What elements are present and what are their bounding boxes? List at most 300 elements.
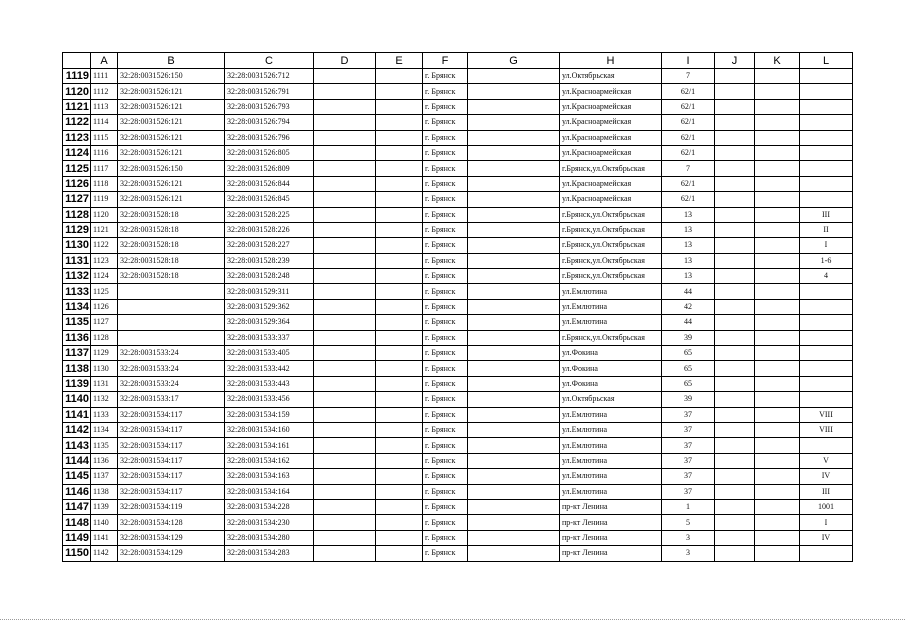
cell-c[interactable]: 32:28:0031526:791: [225, 84, 314, 99]
cell-k[interactable]: [755, 115, 800, 130]
cell-j[interactable]: [715, 115, 755, 130]
cell-l[interactable]: [800, 192, 853, 207]
cell-c[interactable]: 32:28:0031526:794: [225, 115, 314, 130]
cell-d[interactable]: [314, 222, 376, 237]
cell-e[interactable]: [376, 145, 423, 160]
cell-f[interactable]: г. Брянск: [423, 253, 468, 268]
cell-j[interactable]: [715, 515, 755, 530]
cell-j[interactable]: [715, 330, 755, 345]
cell-c[interactable]: 32:28:0031528:239: [225, 253, 314, 268]
cell-g[interactable]: [468, 392, 560, 407]
cell-l[interactable]: III: [800, 207, 853, 222]
cell-d[interactable]: [314, 299, 376, 314]
cell-g[interactable]: [468, 84, 560, 99]
cell-i[interactable]: 44: [662, 284, 715, 299]
cell-a[interactable]: 1135: [91, 438, 118, 453]
row-number[interactable]: 1127: [63, 192, 91, 207]
cell-l[interactable]: [800, 145, 853, 160]
cell-a[interactable]: 1137: [91, 469, 118, 484]
cell-b[interactable]: [118, 330, 225, 345]
cell-f[interactable]: г. Брянск: [423, 176, 468, 191]
cell-f[interactable]: г. Брянск: [423, 145, 468, 160]
cell-i[interactable]: 13: [662, 253, 715, 268]
cell-e[interactable]: [376, 192, 423, 207]
cell-k[interactable]: [755, 269, 800, 284]
cell-f[interactable]: г. Брянск: [423, 392, 468, 407]
row-number[interactable]: 1136: [63, 330, 91, 345]
cell-f[interactable]: г. Брянск: [423, 453, 468, 468]
cell-l[interactable]: [800, 69, 853, 84]
cell-c[interactable]: 32:28:0031528:225: [225, 207, 314, 222]
cell-k[interactable]: [755, 84, 800, 99]
cell-i[interactable]: 5: [662, 515, 715, 530]
cell-i[interactable]: 62/1: [662, 99, 715, 114]
cell-h[interactable]: ул.Красноармейская: [560, 115, 662, 130]
cell-i[interactable]: 37: [662, 453, 715, 468]
row-number[interactable]: 1129: [63, 222, 91, 237]
cell-c[interactable]: 32:28:0031534:160: [225, 422, 314, 437]
column-header-f[interactable]: F: [423, 53, 468, 69]
cell-c[interactable]: 32:28:0031526:845: [225, 192, 314, 207]
cell-j[interactable]: [715, 222, 755, 237]
cell-b[interactable]: 32:28:0031526:150: [118, 161, 225, 176]
cell-g[interactable]: [468, 315, 560, 330]
cell-l[interactable]: IV: [800, 530, 853, 545]
cell-d[interactable]: [314, 315, 376, 330]
cell-g[interactable]: [468, 253, 560, 268]
cell-a[interactable]: 1139: [91, 499, 118, 514]
cell-h[interactable]: ул.Красноармейская: [560, 192, 662, 207]
cell-c[interactable]: 32:28:0031534:164: [225, 484, 314, 499]
cell-e[interactable]: [376, 499, 423, 514]
cell-j[interactable]: [715, 315, 755, 330]
cell-e[interactable]: [376, 99, 423, 114]
cell-g[interactable]: [468, 515, 560, 530]
cell-h[interactable]: пр-кт Ленина: [560, 515, 662, 530]
cell-l[interactable]: 1-6: [800, 253, 853, 268]
cell-b[interactable]: 32:28:0031533:24: [118, 346, 225, 361]
cell-d[interactable]: [314, 269, 376, 284]
cell-c[interactable]: 32:28:0031528:227: [225, 238, 314, 253]
cell-c[interactable]: 32:28:0031533:456: [225, 392, 314, 407]
cell-b[interactable]: 32:28:0031526:121: [118, 99, 225, 114]
cell-b[interactable]: [118, 315, 225, 330]
cell-j[interactable]: [715, 499, 755, 514]
row-number[interactable]: 1135: [63, 315, 91, 330]
row-number[interactable]: 1128: [63, 207, 91, 222]
cell-l[interactable]: [800, 376, 853, 391]
cell-f[interactable]: г. Брянск: [423, 207, 468, 222]
cell-e[interactable]: [376, 438, 423, 453]
cell-b[interactable]: 32:28:0031534:117: [118, 422, 225, 437]
cell-f[interactable]: г. Брянск: [423, 546, 468, 561]
cell-l[interactable]: VIII: [800, 422, 853, 437]
cell-a[interactable]: 1140: [91, 515, 118, 530]
cell-h[interactable]: ул.Емлютина: [560, 315, 662, 330]
cell-f[interactable]: г. Брянск: [423, 84, 468, 99]
cell-i[interactable]: 65: [662, 361, 715, 376]
cell-g[interactable]: [468, 546, 560, 561]
cell-b[interactable]: 32:28:0031526:121: [118, 176, 225, 191]
cell-d[interactable]: [314, 161, 376, 176]
cell-l[interactable]: [800, 392, 853, 407]
cell-b[interactable]: 32:28:0031534:117: [118, 438, 225, 453]
cell-d[interactable]: [314, 99, 376, 114]
cell-a[interactable]: 1120: [91, 207, 118, 222]
column-header-l[interactable]: L: [800, 53, 853, 69]
cell-b[interactable]: [118, 299, 225, 314]
cell-l[interactable]: [800, 176, 853, 191]
cell-b[interactable]: 32:28:0031526:121: [118, 145, 225, 160]
cell-h[interactable]: ул.Красноармейская: [560, 176, 662, 191]
cell-d[interactable]: [314, 346, 376, 361]
cell-h[interactable]: ул.Красноармейская: [560, 99, 662, 114]
cell-c[interactable]: 32:28:0031528:248: [225, 269, 314, 284]
cell-c[interactable]: 32:28:0031534:228: [225, 499, 314, 514]
cell-d[interactable]: [314, 115, 376, 130]
cell-e[interactable]: [376, 253, 423, 268]
cell-c[interactable]: 32:28:0031526:796: [225, 130, 314, 145]
cell-g[interactable]: [468, 145, 560, 160]
cell-g[interactable]: [468, 115, 560, 130]
cell-f[interactable]: г. Брянск: [423, 315, 468, 330]
cell-a[interactable]: 1122: [91, 238, 118, 253]
cell-a[interactable]: 1136: [91, 453, 118, 468]
cell-e[interactable]: [376, 176, 423, 191]
cell-k[interactable]: [755, 284, 800, 299]
cell-l[interactable]: [800, 346, 853, 361]
cell-j[interactable]: [715, 253, 755, 268]
cell-j[interactable]: [715, 284, 755, 299]
cell-a[interactable]: 1131: [91, 376, 118, 391]
cell-f[interactable]: г. Брянск: [423, 499, 468, 514]
cell-f[interactable]: г. Брянск: [423, 284, 468, 299]
cell-i[interactable]: 13: [662, 207, 715, 222]
cell-b[interactable]: 32:28:0031533:17: [118, 392, 225, 407]
cell-b[interactable]: 32:28:0031528:18: [118, 238, 225, 253]
cell-g[interactable]: [468, 330, 560, 345]
cell-h[interactable]: ул.Красноармейская: [560, 130, 662, 145]
cell-b[interactable]: 32:28:0031534:117: [118, 453, 225, 468]
cell-d[interactable]: [314, 207, 376, 222]
cell-e[interactable]: [376, 84, 423, 99]
cell-g[interactable]: [468, 422, 560, 437]
cell-e[interactable]: [376, 330, 423, 345]
cell-i[interactable]: 13: [662, 238, 715, 253]
cell-a[interactable]: 1114: [91, 115, 118, 130]
row-number[interactable]: 1138: [63, 361, 91, 376]
cell-e[interactable]: [376, 530, 423, 545]
cell-b[interactable]: 32:28:0031526:121: [118, 115, 225, 130]
cell-l[interactable]: [800, 546, 853, 561]
cell-i[interactable]: 37: [662, 484, 715, 499]
cell-c[interactable]: 32:28:0031533:442: [225, 361, 314, 376]
cell-a[interactable]: 1117: [91, 161, 118, 176]
cell-d[interactable]: [314, 546, 376, 561]
cell-f[interactable]: г. Брянск: [423, 376, 468, 391]
cell-b[interactable]: 32:28:0031528:18: [118, 269, 225, 284]
corner-cell[interactable]: [63, 53, 91, 69]
cell-h[interactable]: г.Брянск,ул.Октябрьская: [560, 330, 662, 345]
cell-d[interactable]: [314, 407, 376, 422]
cell-h[interactable]: ул.Фокина: [560, 376, 662, 391]
cell-h[interactable]: г.Брянск,ул.Октябрьская: [560, 207, 662, 222]
cell-i[interactable]: 62/1: [662, 192, 715, 207]
cell-d[interactable]: [314, 469, 376, 484]
row-number[interactable]: 1150: [63, 546, 91, 561]
cell-j[interactable]: [715, 130, 755, 145]
cell-l[interactable]: [800, 361, 853, 376]
cell-f[interactable]: г. Брянск: [423, 161, 468, 176]
cell-l[interactable]: 1001: [800, 499, 853, 514]
cell-i[interactable]: 37: [662, 407, 715, 422]
cell-k[interactable]: [755, 422, 800, 437]
cell-f[interactable]: г. Брянск: [423, 222, 468, 237]
cell-b[interactable]: 32:28:0031526:121: [118, 192, 225, 207]
cell-j[interactable]: [715, 530, 755, 545]
cell-l[interactable]: V: [800, 453, 853, 468]
cell-b[interactable]: 32:28:0031526:150: [118, 69, 225, 84]
cell-a[interactable]: 1116: [91, 145, 118, 160]
cell-h[interactable]: ул.Емлютина: [560, 299, 662, 314]
cell-e[interactable]: [376, 407, 423, 422]
cell-g[interactable]: [468, 284, 560, 299]
cell-g[interactable]: [468, 484, 560, 499]
cell-a[interactable]: 1125: [91, 284, 118, 299]
cell-a[interactable]: 1128: [91, 330, 118, 345]
row-number[interactable]: 1122: [63, 115, 91, 130]
cell-g[interactable]: [468, 269, 560, 284]
column-header-d[interactable]: D: [314, 53, 376, 69]
cell-h[interactable]: г.Брянск,ул.Октябрьская: [560, 253, 662, 268]
cell-b[interactable]: 32:28:0031533:24: [118, 361, 225, 376]
row-number[interactable]: 1120: [63, 84, 91, 99]
cell-b[interactable]: 32:28:0031528:18: [118, 222, 225, 237]
cell-e[interactable]: [376, 453, 423, 468]
row-number[interactable]: 1132: [63, 269, 91, 284]
cell-a[interactable]: 1121: [91, 222, 118, 237]
cell-j[interactable]: [715, 176, 755, 191]
cell-d[interactable]: [314, 376, 376, 391]
cell-k[interactable]: [755, 407, 800, 422]
cell-h[interactable]: ул.Емлютина: [560, 469, 662, 484]
cell-i[interactable]: 62/1: [662, 84, 715, 99]
cell-g[interactable]: [468, 361, 560, 376]
cell-b[interactable]: 32:28:0031526:121: [118, 130, 225, 145]
cell-k[interactable]: [755, 207, 800, 222]
cell-b[interactable]: 32:28:0031534:117: [118, 484, 225, 499]
row-number[interactable]: 1140: [63, 392, 91, 407]
cell-e[interactable]: [376, 392, 423, 407]
cell-k[interactable]: [755, 515, 800, 530]
cell-g[interactable]: [468, 346, 560, 361]
cell-c[interactable]: 32:28:0031533:337: [225, 330, 314, 345]
cell-d[interactable]: [314, 69, 376, 84]
cell-l[interactable]: I: [800, 515, 853, 530]
cell-d[interactable]: [314, 453, 376, 468]
cell-k[interactable]: [755, 192, 800, 207]
cell-d[interactable]: [314, 438, 376, 453]
cell-h[interactable]: ул.Емлютина: [560, 484, 662, 499]
cell-h[interactable]: г.Брянск,ул.Октябрьская: [560, 161, 662, 176]
cell-j[interactable]: [715, 407, 755, 422]
cell-l[interactable]: [800, 299, 853, 314]
cell-a[interactable]: 1112: [91, 84, 118, 99]
cell-d[interactable]: [314, 176, 376, 191]
row-number[interactable]: 1130: [63, 238, 91, 253]
cell-e[interactable]: [376, 207, 423, 222]
cell-i[interactable]: 7: [662, 161, 715, 176]
row-number[interactable]: 1131: [63, 253, 91, 268]
cell-i[interactable]: 37: [662, 422, 715, 437]
cell-g[interactable]: [468, 222, 560, 237]
cell-l[interactable]: [800, 438, 853, 453]
cell-g[interactable]: [468, 453, 560, 468]
cell-i[interactable]: 3: [662, 530, 715, 545]
cell-h[interactable]: ул.Фокина: [560, 361, 662, 376]
cell-h[interactable]: ул.Емлютина: [560, 407, 662, 422]
cell-f[interactable]: г. Брянск: [423, 115, 468, 130]
cell-g[interactable]: [468, 161, 560, 176]
cell-k[interactable]: [755, 376, 800, 391]
cell-d[interactable]: [314, 192, 376, 207]
cell-a[interactable]: 1123: [91, 253, 118, 268]
cell-e[interactable]: [376, 376, 423, 391]
cell-i[interactable]: 62/1: [662, 145, 715, 160]
cell-i[interactable]: 1: [662, 499, 715, 514]
cell-i[interactable]: 42: [662, 299, 715, 314]
cell-h[interactable]: ул.Фокина: [560, 346, 662, 361]
cell-d[interactable]: [314, 284, 376, 299]
cell-j[interactable]: [715, 546, 755, 561]
cell-l[interactable]: [800, 130, 853, 145]
cell-a[interactable]: 1141: [91, 530, 118, 545]
cell-g[interactable]: [468, 499, 560, 514]
cell-j[interactable]: [715, 392, 755, 407]
row-number[interactable]: 1143: [63, 438, 91, 453]
cell-h[interactable]: пр-кт Ленина: [560, 499, 662, 514]
cell-g[interactable]: [468, 99, 560, 114]
cell-a[interactable]: 1142: [91, 546, 118, 561]
cell-c[interactable]: 32:28:0031526:809: [225, 161, 314, 176]
cell-a[interactable]: 1115: [91, 130, 118, 145]
column-header-h[interactable]: H: [560, 53, 662, 69]
cell-f[interactable]: г. Брянск: [423, 69, 468, 84]
cell-f[interactable]: г. Брянск: [423, 130, 468, 145]
cell-k[interactable]: [755, 453, 800, 468]
cell-k[interactable]: [755, 530, 800, 545]
cell-e[interactable]: [376, 346, 423, 361]
cell-i[interactable]: 37: [662, 469, 715, 484]
cell-g[interactable]: [468, 376, 560, 391]
cell-j[interactable]: [715, 376, 755, 391]
cell-h[interactable]: пр-кт Ленина: [560, 530, 662, 545]
cell-d[interactable]: [314, 253, 376, 268]
cell-e[interactable]: [376, 299, 423, 314]
cell-f[interactable]: г. Брянск: [423, 515, 468, 530]
cell-j[interactable]: [715, 438, 755, 453]
cell-g[interactable]: [468, 407, 560, 422]
cell-d[interactable]: [314, 130, 376, 145]
cell-k[interactable]: [755, 69, 800, 84]
cell-f[interactable]: г. Брянск: [423, 299, 468, 314]
cell-k[interactable]: [755, 484, 800, 499]
cell-h[interactable]: ул.Октябрьская: [560, 392, 662, 407]
cell-d[interactable]: [314, 84, 376, 99]
cell-g[interactable]: [468, 238, 560, 253]
cell-j[interactable]: [715, 69, 755, 84]
cell-l[interactable]: IV: [800, 469, 853, 484]
cell-i[interactable]: 62/1: [662, 115, 715, 130]
cell-j[interactable]: [715, 361, 755, 376]
cell-a[interactable]: 1119: [91, 192, 118, 207]
cell-a[interactable]: 1118: [91, 176, 118, 191]
cell-h[interactable]: ул.Емлютина: [560, 453, 662, 468]
cell-k[interactable]: [755, 145, 800, 160]
cell-h[interactable]: ул.Емлютина: [560, 284, 662, 299]
cell-b[interactable]: 32:28:0031528:18: [118, 253, 225, 268]
cell-l[interactable]: [800, 115, 853, 130]
cell-a[interactable]: 1132: [91, 392, 118, 407]
cell-k[interactable]: [755, 253, 800, 268]
cell-e[interactable]: [376, 546, 423, 561]
cell-f[interactable]: г. Брянск: [423, 407, 468, 422]
cell-c[interactable]: 32:28:0031534:283: [225, 546, 314, 561]
column-header-g[interactable]: G: [468, 53, 560, 69]
cell-k[interactable]: [755, 176, 800, 191]
cell-h[interactable]: ул.Красноармейская: [560, 84, 662, 99]
row-number[interactable]: 1126: [63, 176, 91, 191]
cell-i[interactable]: 37: [662, 438, 715, 453]
cell-e[interactable]: [376, 469, 423, 484]
cell-d[interactable]: [314, 238, 376, 253]
cell-j[interactable]: [715, 299, 755, 314]
cell-d[interactable]: [314, 392, 376, 407]
cell-k[interactable]: [755, 238, 800, 253]
cell-k[interactable]: [755, 546, 800, 561]
cell-a[interactable]: 1138: [91, 484, 118, 499]
cell-d[interactable]: [314, 499, 376, 514]
cell-k[interactable]: [755, 438, 800, 453]
cell-h[interactable]: ул.Красноармейская: [560, 145, 662, 160]
row-number[interactable]: 1149: [63, 530, 91, 545]
cell-e[interactable]: [376, 69, 423, 84]
cell-h[interactable]: ул.Емлютина: [560, 438, 662, 453]
column-header-e[interactable]: E: [376, 53, 423, 69]
cell-f[interactable]: г. Брянск: [423, 99, 468, 114]
cell-f[interactable]: г. Брянск: [423, 238, 468, 253]
cell-b[interactable]: 32:28:0031533:24: [118, 376, 225, 391]
cell-c[interactable]: 32:28:0031526:712: [225, 69, 314, 84]
cell-c[interactable]: 32:28:0031526:793: [225, 99, 314, 114]
column-header-i[interactable]: I: [662, 53, 715, 69]
cell-l[interactable]: [800, 99, 853, 114]
column-header-c[interactable]: C: [225, 53, 314, 69]
cell-h[interactable]: ул.Емлютина: [560, 422, 662, 437]
cell-k[interactable]: [755, 330, 800, 345]
row-number[interactable]: 1141: [63, 407, 91, 422]
cell-a[interactable]: 1126: [91, 299, 118, 314]
cell-h[interactable]: г.Брянск,ул.Октябрьская: [560, 238, 662, 253]
cell-e[interactable]: [376, 315, 423, 330]
cell-g[interactable]: [468, 438, 560, 453]
cell-a[interactable]: 1134: [91, 422, 118, 437]
cell-a[interactable]: 1111: [91, 69, 118, 84]
cell-f[interactable]: г. Брянск: [423, 192, 468, 207]
cell-g[interactable]: [468, 469, 560, 484]
cell-g[interactable]: [468, 176, 560, 191]
cell-f[interactable]: г. Брянск: [423, 422, 468, 437]
